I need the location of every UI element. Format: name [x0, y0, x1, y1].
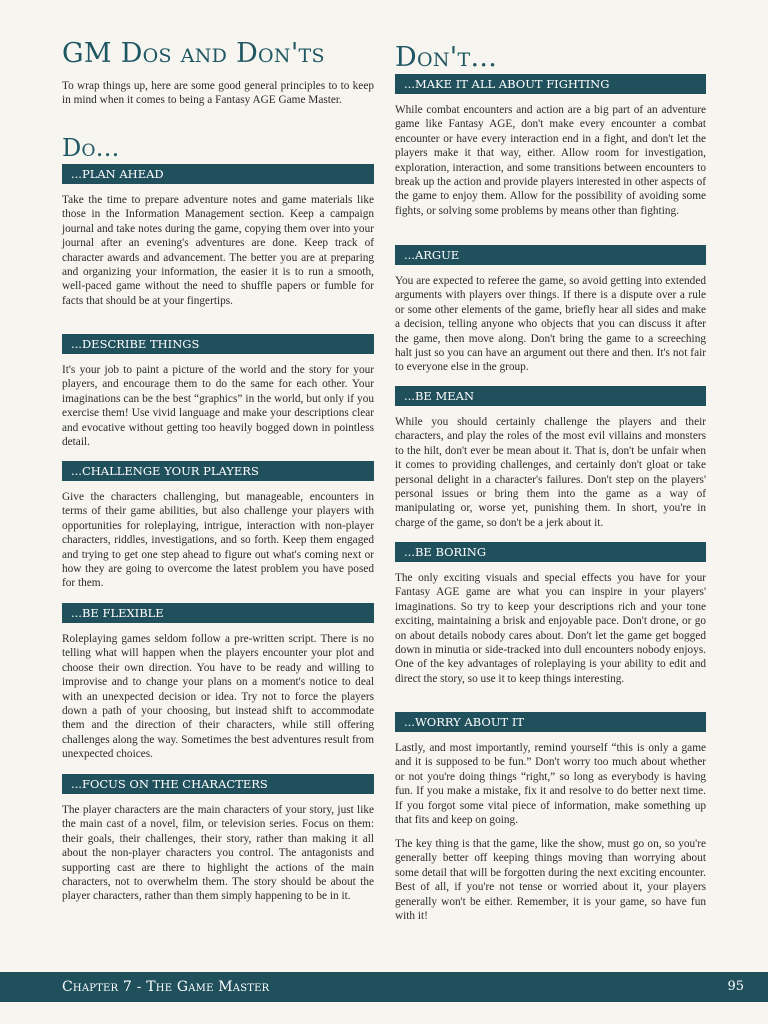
section-text-worry-about-it: Lastly, and most importantly, remind yourself “this is only a game and it is supposed to be fun.” Don't worry too much about whether or not you're doing things “right,” so long as everybody is having fun. If you make a mistake, fix it and resolve to do better next time. If you forgot some vital piece of information, make something up that fits and keep on going. [395, 742, 706, 827]
page-number: 95 [727, 979, 744, 994]
section-text-describe-things: It's your job to paint a picture of the world and the story for your players, and encourage them to do the same for each other. Your imaginations can be the best “graphics” in the world, but only if you exercise them! Use vivid language and make your descriptions clear and evocative without getting too heavily bogged down in pointless detail. [62, 364, 374, 449]
section-bar-make-it-all-about-fighting: ...MAKE IT ALL ABOUT FIGHTING [395, 74, 706, 94]
section-bar-plan-ahead: ...PLAN AHEAD [62, 164, 374, 184]
section-bar-focus-characters: ...FOCUS ON THE CHARACTERS [62, 774, 374, 794]
chapter-title: Chapter 7 - The Game Master [62, 979, 270, 995]
section-text-worry-about-it-2: The key thing is that the game, like the show, must go on, so you're generally better off keeping things moving than worrying about some detail that will be forgotten during the next exciting encounter. Best of all, if you're not tense or worried about it, your players generally won't be either. Remember, it is your game, so have fun with it! [395, 838, 706, 923]
section-text-challenge-players: Give the characters challenging, but manageable, encounters in terms of their game abilities, but also challenge your players with opportunities for roleplaying, intrigue, interaction with non-player characters, riddles, investigations, and so forth. Keep them engaged and trying to get one step ahead to figure out what's coming next or how they are going to overcome the latest problem you have posed for them. [62, 491, 374, 590]
section-text-be-mean: While you should certainly challenge the players and their characters, and play the roles of the most evil villains and monsters to the hilt, don't ever be mean about it. That is, don't be unfair when it comes to providing challenges, and certainly don't gloat or take personal delight in a character's failures. Don't step on the players' personal issues or bring them into the game as a way of manipulating or, worse yet, punishing them. In short, you're in charge of the game, so don't be a jerk about it. [395, 416, 706, 529]
section-text-be-boring: The only exciting visuals and special effects you have for your Fantasy AGE game are what you can inspire in your players' imaginations. So try to keep your descriptions rich and your tone exciting, maintaining a brisk and enjoyable pace. Don't drone, or go on about details nobody cares about. Don't let the game get bogged down in minutia or side-tracked into dull encounters nobody enjoys. One of the key advantages of roleplaying is your ability to edit and direct the story, so use it to keep things interesting. [395, 572, 706, 685]
section-text-plan-ahead: Take the time to prepare adventure notes and game materials like those in the Information Management section. Keep a campaign journal and take notes during the game, copying them over into your journal after an evening's adventures are done. Keep track of character awards and advancement. The better you are at preparing and organizing your information, the easier it is to run a smooth, well-paced game without the need to shuffle papers or fumble for facts that should be at your fingertips. [62, 194, 374, 307]
section-bar-argue: ...ARGUE [395, 245, 706, 265]
section-text-focus-characters: The player characters are the main characters of your story, just like the main cast of a novel, film, or television series. Focus on them: their goals, their challenges, their story, rather than making it all about the non-player characters you control. The antagonists and supporting cast are there to highlight the actions of the main characters, not to overwhelm them. The story should be about the player characters, rather than them simply happening to be in it. [62, 804, 374, 903]
section-bar-be-mean: ...BE MEAN [395, 386, 706, 406]
page-footer [0, 972, 768, 1002]
page-title: GM Dos and Don'ts [62, 38, 325, 69]
section-bar-worry-about-it: ...WORRY ABOUT IT [395, 712, 706, 732]
section-bar-describe-things: ...DESCRIBE THINGS [62, 334, 374, 354]
section-bar-be-boring: ...BE BORING [395, 542, 706, 562]
section-text-argue: You are expected to referee the game, so avoid getting into extended arguments with players over things. If there is a dispute over a rule or some other elements of the game, briefly hear all sides and make a decision, telling anyone who objects that you can discuss it after the game, then move along. Don't bring the game to a screeching halt just so you can have an argument out there and then. It's not fair to everyone else in the group. [395, 275, 706, 374]
do-heading: Do... [62, 134, 120, 162]
section-bar-challenge-players: ...CHALLENGE YOUR PLAYERS [62, 461, 374, 481]
section-text-be-flexible: Roleplaying games seldom follow a pre-written script. There is no telling what will happen when the players encounter your plot and choose their own direction. You have to be ready and willing to improvise and to change your plans on a moment's notice to deal with an unexpected decision or idea. Try not to force the players down a path of your choosing, but instead shift to accommodate them and the direction of their characters, while still offering challenges along the way. Sometimes the best adventures result from unexpected choices. [62, 633, 374, 761]
intro-paragraph: To wrap things up, here are some good general principles to to keep in mind when it comes to being a Fantasy AGE Game Master. [62, 80, 374, 107]
section-text-make-it-all-about-fighting: While combat encounters and action are a big part of an adventure game like Fantasy AGE, don't make every encounter a combat encounter or have every interaction end in a fight, and don't let the players make it that way, either. Allow room for investigation, exploration, interaction, and some transitions between encounters to break up the action and provide players interested in other aspects of the game to enjoy them. Allow for the possibility of avoiding some fights, or solving some problems by means other than fighting. [395, 104, 706, 217]
dont-heading: Don't... [395, 42, 498, 73]
section-bar-be-flexible: ...BE FLEXIBLE [62, 603, 374, 623]
